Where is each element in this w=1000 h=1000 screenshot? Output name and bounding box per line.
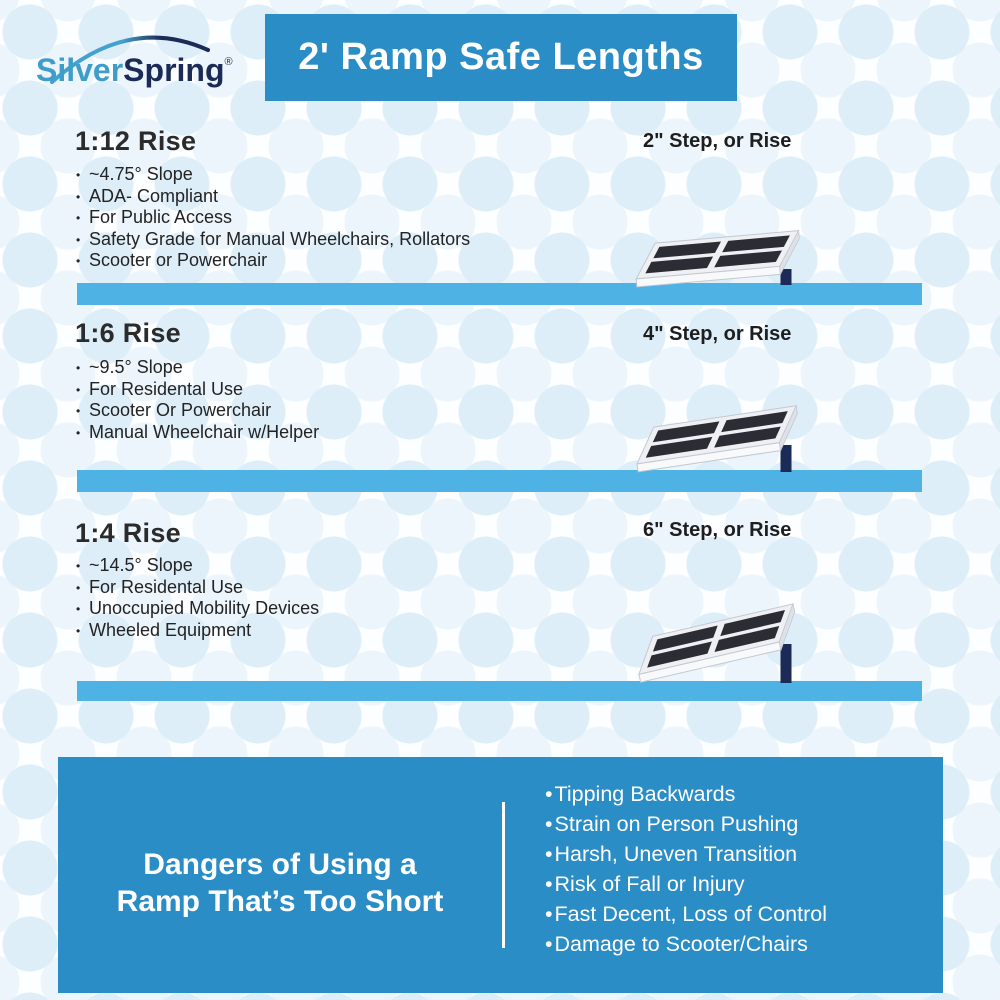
- section-1-bullet-list: [76, 164, 470, 272]
- danger-title-line2: Ramp That’s Too Short: [116, 885, 444, 918]
- header-banner: [265, 14, 737, 101]
- step-block: [781, 445, 792, 472]
- danger-title: [117, 846, 444, 920]
- step-block: [781, 644, 792, 683]
- bullet-item: • For Residental Use: [76, 577, 319, 599]
- danger-title-panel: [58, 757, 502, 993]
- danger-title-line1: Dangers of Using a: [143, 848, 417, 881]
- bullet-item: • Scooter or Powerchair: [76, 250, 470, 272]
- ramp-illustration-4in: [630, 358, 840, 475]
- danger-item: • Damage to Scooter/Chairs: [545, 929, 943, 959]
- danger-item: • Risk of Fall or Injury: [545, 869, 943, 899]
- ramp-illustration-2in: [630, 182, 840, 288]
- bullet-item: • ~14.5° Slope: [76, 555, 319, 577]
- section-1-step-label: 2" Step, or Rise: [643, 130, 792, 152]
- section-2-heading: 1:6 Rise: [75, 318, 181, 348]
- logo-text-silver: Silver: [36, 52, 124, 88]
- section-3-step-label: 6" Step, or Rise: [643, 519, 792, 541]
- silverspring-logo: [36, 24, 233, 94]
- bullet-item: • ~9.5° Slope: [76, 357, 319, 379]
- bullet-item: • Manual Wheelchair w/Helper: [76, 422, 319, 444]
- ramp-illustration-6in: [630, 557, 840, 686]
- section-2-step-label: 4" Step, or Rise: [643, 323, 792, 345]
- danger-item: • Strain on Person Pushing: [545, 809, 943, 839]
- bullet-item: • ADA- Compliant: [76, 186, 470, 208]
- section-2-bullet-list: [76, 357, 319, 443]
- registered-mark: ®: [224, 56, 233, 68]
- logo-wordmark: [36, 52, 233, 89]
- section-3-bullet-list: [76, 555, 319, 641]
- section-1-heading: 1:12 Rise: [75, 126, 197, 156]
- danger-item: • Harsh, Uneven Transition: [545, 839, 943, 869]
- bullet-item: • For Residental Use: [76, 379, 319, 401]
- logo-text-spring: Spring: [123, 52, 225, 88]
- danger-list: [505, 757, 943, 993]
- danger-box: [58, 757, 943, 993]
- bullet-item: • For Public Access: [76, 207, 470, 229]
- danger-item: • Tipping Backwards: [545, 779, 943, 809]
- bullet-item: • Wheeled Equipment: [76, 620, 319, 642]
- bullet-item: • Safety Grade for Manual Wheelchairs, Rollators: [76, 229, 470, 251]
- bullet-item: • Scooter Or Powerchair: [76, 400, 319, 422]
- bullet-item: • Unoccupied Mobility Devices: [76, 598, 319, 620]
- page-title: 2' Ramp Safe Lengths: [298, 36, 704, 78]
- danger-item: • Fast Decent, Loss of Control: [545, 899, 943, 929]
- bullet-item: • ~4.75° Slope: [76, 164, 470, 186]
- section-3-heading: 1:4 Rise: [75, 518, 181, 548]
